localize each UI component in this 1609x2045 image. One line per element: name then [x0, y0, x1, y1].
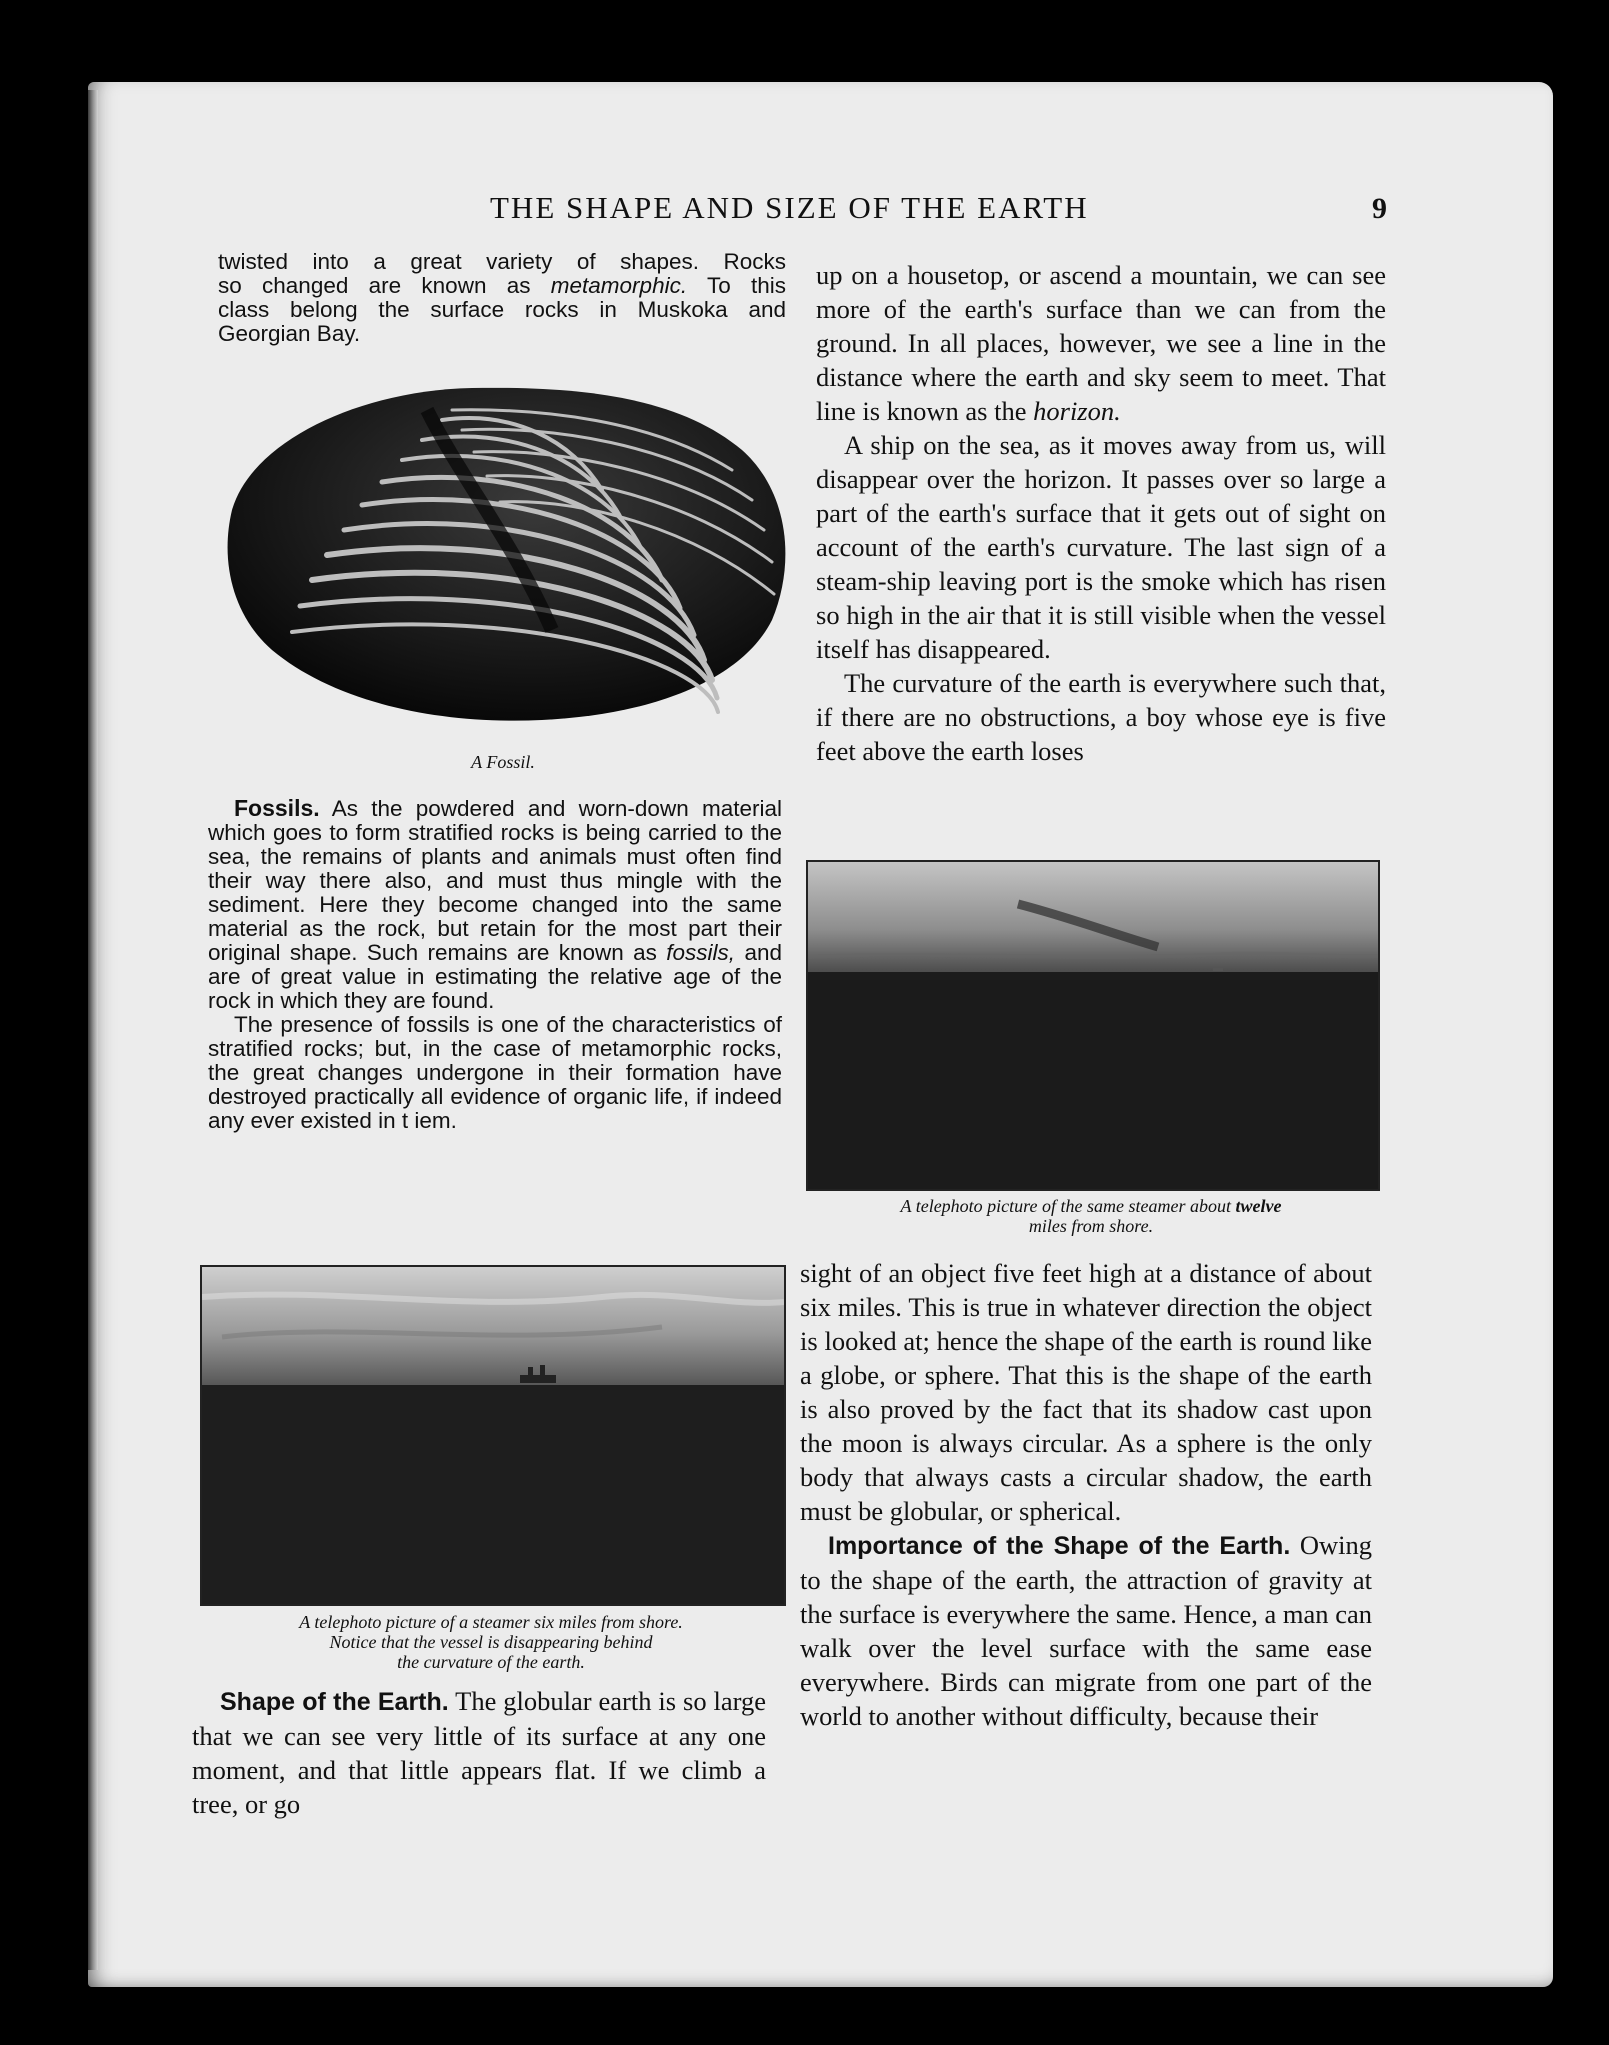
horizon-text: up on a housetop, or ascend a mountain, we can see more of the earth's surface than we can from the ground. In all places, however, we see a line in the distance where the earth and sky seem to meet. That line is known as the: [816, 260, 1386, 426]
fossils-section: [208, 796, 782, 1133]
twelve-caption-a: A telephoto picture of the same steamer about: [900, 1196, 1231, 1216]
steamer-caption-line-2: Notice that the vessel is disappearing behind: [329, 1632, 653, 1652]
fossil-illustration: [212, 380, 794, 730]
book-gutter: [88, 90, 98, 1970]
fossils-heading: Fossils.: [234, 795, 320, 821]
shape-of-earth-section: [192, 1684, 766, 1821]
steamer-twelve-miles-photo: [806, 860, 1380, 1191]
fossils-paragraph-2: The presence of fossils is one of the characteristics of stratified rocks; but, in the case of metamorphic rocks, the great changes undergone in their formation have destroyed practically all evidence of organic life, if indeed any ever existed in t iem.: [208, 1012, 782, 1133]
running-head: THE SHAPE AND SIZE OF THE EARTH: [490, 190, 1089, 225]
metamorphic-term: metamorphic.: [550, 273, 688, 298]
right-column-bottom: [800, 1256, 1372, 1733]
steamer-caption-line-1: A telephoto picture of a steamer six miles from shore.: [299, 1612, 683, 1632]
intro-line-2b: To this: [706, 273, 786, 298]
steamer-six-miles-caption: [192, 1612, 790, 1672]
fossils-term: fossils,: [666, 940, 736, 965]
curvature-paragraph: The curvature of the earth is everywhere such that, if there are no obstructions, a boy whose eye is five feet above the earth loses: [816, 668, 1386, 766]
twelve-caption-b: twelve: [1235, 1196, 1282, 1216]
steamer-caption-line-3: the curvature of the earth.: [397, 1652, 585, 1672]
fossils-text-b: and are of great value in estimating the relative age of the rock in which they are found.: [208, 940, 782, 1013]
horizon-term: horizon.: [1033, 396, 1121, 426]
ship-paragraph: A ship on the sea, as it moves away from us, will disappear over the horizon. It passes over so large a part of the earth's surface that it gets out of sight on account of the earth's curvature. The last sign of a steam-ship leaving port is the smoke which has risen so high in the air that it is still visible when the vessel itself has disappeared.: [816, 430, 1386, 664]
intro-line-1: twisted into a great variety of shapes. Rocks: [218, 249, 786, 274]
twelve-caption-c: miles from shore.: [1028, 1216, 1154, 1236]
page-number: 9: [1372, 192, 1387, 225]
steamer-twelve-miles-caption: [800, 1196, 1382, 1236]
sphere-paragraph: sight of an object five feet high at a distance of about six miles. This is true in whatever direction the object is looked at; hence the shape of the earth is round like a globe, or sphere. That this is the shape of the earth is also proved by the fact that its shadow cast upon the moon is always circular. As a sphere is the only body that always casts a circular shadow, the earth must be globular, or spherical.: [800, 1258, 1372, 1526]
fossil-caption: A Fossil.: [471, 752, 535, 772]
left-intro-paragraph: [218, 250, 786, 346]
fossils-text-a: As the powdered and worn-down material which goes to form stratified rocks is being carried to the sea, the remains of plants and animals must often find their way there also, and must thus mingle with the sediment. Here they become changed into the same material as the rock, but retain for the most part their original shape. Such remains are known as: [208, 796, 782, 965]
intro-line-3: class belong the surface rocks in Muskoka and: [218, 297, 786, 322]
steamer-six-miles-photo: [200, 1265, 786, 1606]
intro-line-4: Georgian Bay.: [218, 321, 361, 346]
shape-heading: Shape of the Earth.: [220, 1688, 449, 1716]
right-column-top: [816, 258, 1386, 768]
intro-line-2a: so changed are known as: [218, 273, 531, 298]
shape-text: The globular earth is so large that we can see very little of its surface at any one moment, and that little appears flat. If we climb a tree, or go: [192, 1686, 766, 1819]
importance-heading: Importance of the Shape of the Earth.: [828, 1532, 1291, 1560]
importance-text: Owing to the shape of the earth, the attraction of gravity at the surface is everywhere the same. Hence, a man can walk over the level surface with the same ease everywhere. Birds can migrate from one part of the world to another without difficulty, because their: [800, 1530, 1373, 1731]
